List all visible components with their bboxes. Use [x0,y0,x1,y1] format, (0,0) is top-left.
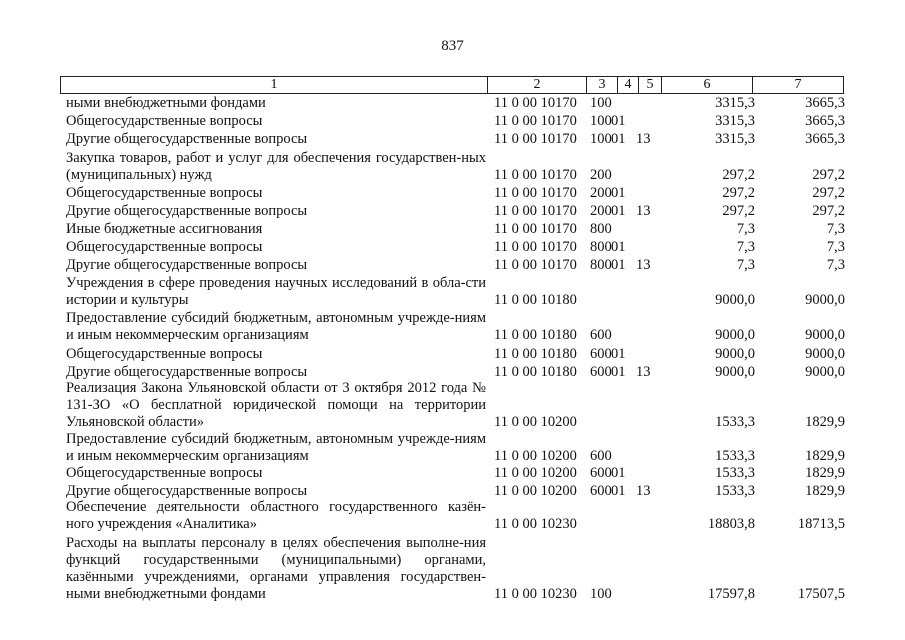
header-col-7: 7 [752,76,844,94]
row-name: Общегосударственные вопросы [66,346,263,362]
row-value-2025: 1829,9 [805,483,845,499]
row-expense-type: 100 [590,95,612,111]
row-value-2025: 297,2 [812,185,845,201]
table-row [0,465,905,482]
row-target-code: 11 0 00 10180 [494,327,577,343]
table-row [0,203,905,220]
table-row [0,257,905,274]
row-target-code: 11 0 00 10170 [494,203,577,219]
row-name: ными внебюджетными фондами [66,95,266,111]
row-expense-type: 600 [590,346,612,362]
row-target-code: 11 0 00 10170 [494,113,577,129]
row-expense-type: 100 [590,113,612,129]
row-name: Другие общегосударственные вопросы [66,203,308,219]
row-value-2024: 9000,0 [715,346,755,362]
row-value-2025: 1829,9 [805,465,845,481]
table-row [0,221,905,238]
row-subsection: 13 [636,364,651,380]
table-row [0,431,905,465]
row-expense-type: 800 [590,239,612,255]
row-name: Учреждения в сфере проведения научных исследований в обла-сти истории и культуры [66,275,486,308]
row-name: Другие общегосударственные вопросы [66,131,308,147]
row-name: Предоставление субсидий бюджетным, автономным учрежде-ниям и иным некоммерческим организациям [66,310,486,343]
row-target-code: 11 0 00 10170 [494,167,577,183]
row-value-2024: 17597,8 [707,586,755,602]
row-target-code: 11 0 00 10170 [494,239,577,255]
row-section: 01 [611,257,626,273]
row-value-2025: 3665,3 [805,131,845,147]
table-row [0,535,905,603]
row-value-2025: 297,2 [812,203,845,219]
row-value-2025: 9000,0 [805,364,845,380]
row-name: Другие общегосударственные вопросы [66,257,308,273]
row-value-2025: 297,2 [812,167,845,183]
row-section: 01 [611,346,626,362]
row-value-2025: 3665,3 [805,113,845,129]
row-section: 01 [611,239,626,255]
row-section: 01 [611,364,626,380]
row-name: Иные бюджетные ассигнования [66,221,263,237]
row-subsection: 13 [636,257,651,273]
row-name: Закупка товаров, работ и услуг для обеспечения государствен-ных (муниципальных) нужд [66,150,486,183]
row-value-2024: 9000,0 [715,327,755,343]
row-expense-type: 800 [590,221,612,237]
row-value-2025: 1829,9 [805,448,845,464]
table-row [0,185,905,202]
row-target-code: 11 0 00 10170 [494,95,577,111]
row-expense-type: 600 [590,327,612,343]
row-target-code: 11 0 00 10200 [494,414,577,430]
row-target-code: 11 0 00 10200 [494,483,577,499]
table-row [0,380,905,431]
row-expense-type: 600 [590,448,612,464]
page-number: 837 [441,38,464,54]
row-expense-type: 200 [590,203,612,219]
row-expense-type: 100 [590,131,612,147]
table-row [0,150,905,184]
row-name: Общегосударственные вопросы [66,465,263,481]
row-value-2024: 3315,3 [715,131,755,147]
row-section: 01 [611,185,626,201]
row-expense-type: 200 [590,185,612,201]
row-name: Другие общегосударственные вопросы [66,483,308,499]
table-row [0,483,905,500]
header-col-2: 2 [487,76,587,94]
row-value-2024: 1533,3 [715,483,755,499]
row-value-2024: 9000,0 [715,364,755,380]
row-value-2025: 7,3 [826,239,845,255]
row-name: Расходы на выплаты персоналу в целях обеспечения выполне-ния функций государственными (муниципальными) органами, казёнными учреждениями, органами управления государствен-ными внебюджетными фондами [66,535,486,602]
table-row [0,239,905,256]
header-col-4: 4 [617,76,639,94]
table-row [0,95,905,112]
row-value-2024: 1533,3 [715,448,755,464]
row-target-code: 11 0 00 10180 [494,364,577,380]
row-value-2025: 9000,0 [805,327,845,343]
table-row [0,131,905,148]
row-value-2024: 7,3 [736,239,755,255]
row-value-2025: 9000,0 [805,346,845,362]
row-value-2025: 18713,5 [797,516,845,532]
row-target-code: 11 0 00 10230 [494,516,577,532]
row-target-code: 11 0 00 10180 [494,346,577,362]
row-target-code: 11 0 00 10180 [494,292,577,308]
header-col-1: 1 [60,76,488,94]
row-section: 01 [611,483,626,499]
row-expense-type: 800 [590,257,612,273]
row-name: Общегосударственные вопросы [66,185,263,201]
row-value-2025: 3665,3 [805,95,845,111]
row-value-2024: 3315,3 [715,113,755,129]
row-value-2024: 297,2 [722,167,755,183]
row-expense-type: 600 [590,364,612,380]
row-target-code: 11 0 00 10170 [494,131,577,147]
row-target-code: 11 0 00 10200 [494,465,577,481]
row-expense-type: 100 [590,586,612,602]
row-value-2025: 7,3 [826,221,845,237]
row-name: Обеспечение деятельности областного государственного казён-ного учреждения «Аналитика» [66,499,486,532]
row-subsection: 13 [636,483,651,499]
row-name: Общегосударственные вопросы [66,239,263,255]
row-expense-type: 600 [590,465,612,481]
header-col-3: 3 [586,76,618,94]
table-row [0,113,905,130]
row-value-2024: 18803,8 [707,516,755,532]
row-section: 01 [611,465,626,481]
row-value-2024: 7,3 [736,257,755,273]
header-col-6: 6 [661,76,753,94]
row-value-2024: 1533,3 [715,465,755,481]
row-value-2024: 297,2 [722,185,755,201]
table-row [0,499,905,533]
row-expense-type: 600 [590,483,612,499]
table-row [0,310,905,344]
row-value-2025: 17507,5 [797,586,845,602]
row-target-code: 11 0 00 10170 [494,257,577,273]
row-target-code: 11 0 00 10230 [494,586,577,602]
row-target-code: 11 0 00 10170 [494,221,577,237]
row-value-2024: 1533,3 [715,414,755,430]
row-name: Общегосударственные вопросы [66,113,263,129]
row-subsection: 13 [636,203,651,219]
row-name: Реализация Закона Ульяновской области от 3 октября 2012 года № 131-ЗО «О бесплатной юридической помощи на территории Ульяновской области» [66,380,486,430]
row-value-2025: 7,3 [826,257,845,273]
row-value-2024: 297,2 [722,203,755,219]
row-name: Другие общегосударственные вопросы [66,364,308,380]
table-row [0,346,905,363]
row-section: 01 [611,203,626,219]
row-section: 01 [611,131,626,147]
row-target-code: 11 0 00 10200 [494,448,577,464]
row-value-2024: 3315,3 [715,95,755,111]
row-target-code: 11 0 00 10170 [494,185,577,201]
row-value-2024: 7,3 [736,221,755,237]
row-expense-type: 200 [590,167,612,183]
row-subsection: 13 [636,131,651,147]
row-value-2025: 1829,9 [805,414,845,430]
row-name: Предоставление субсидий бюджетным, автономным учрежде-ниям и иным некоммерческим организациям [66,431,486,464]
table-row [0,364,905,381]
table-row [0,275,905,309]
row-value-2025: 9000,0 [805,292,845,308]
row-value-2024: 9000,0 [715,292,755,308]
row-section: 01 [611,113,626,129]
header-col-5: 5 [638,76,662,94]
